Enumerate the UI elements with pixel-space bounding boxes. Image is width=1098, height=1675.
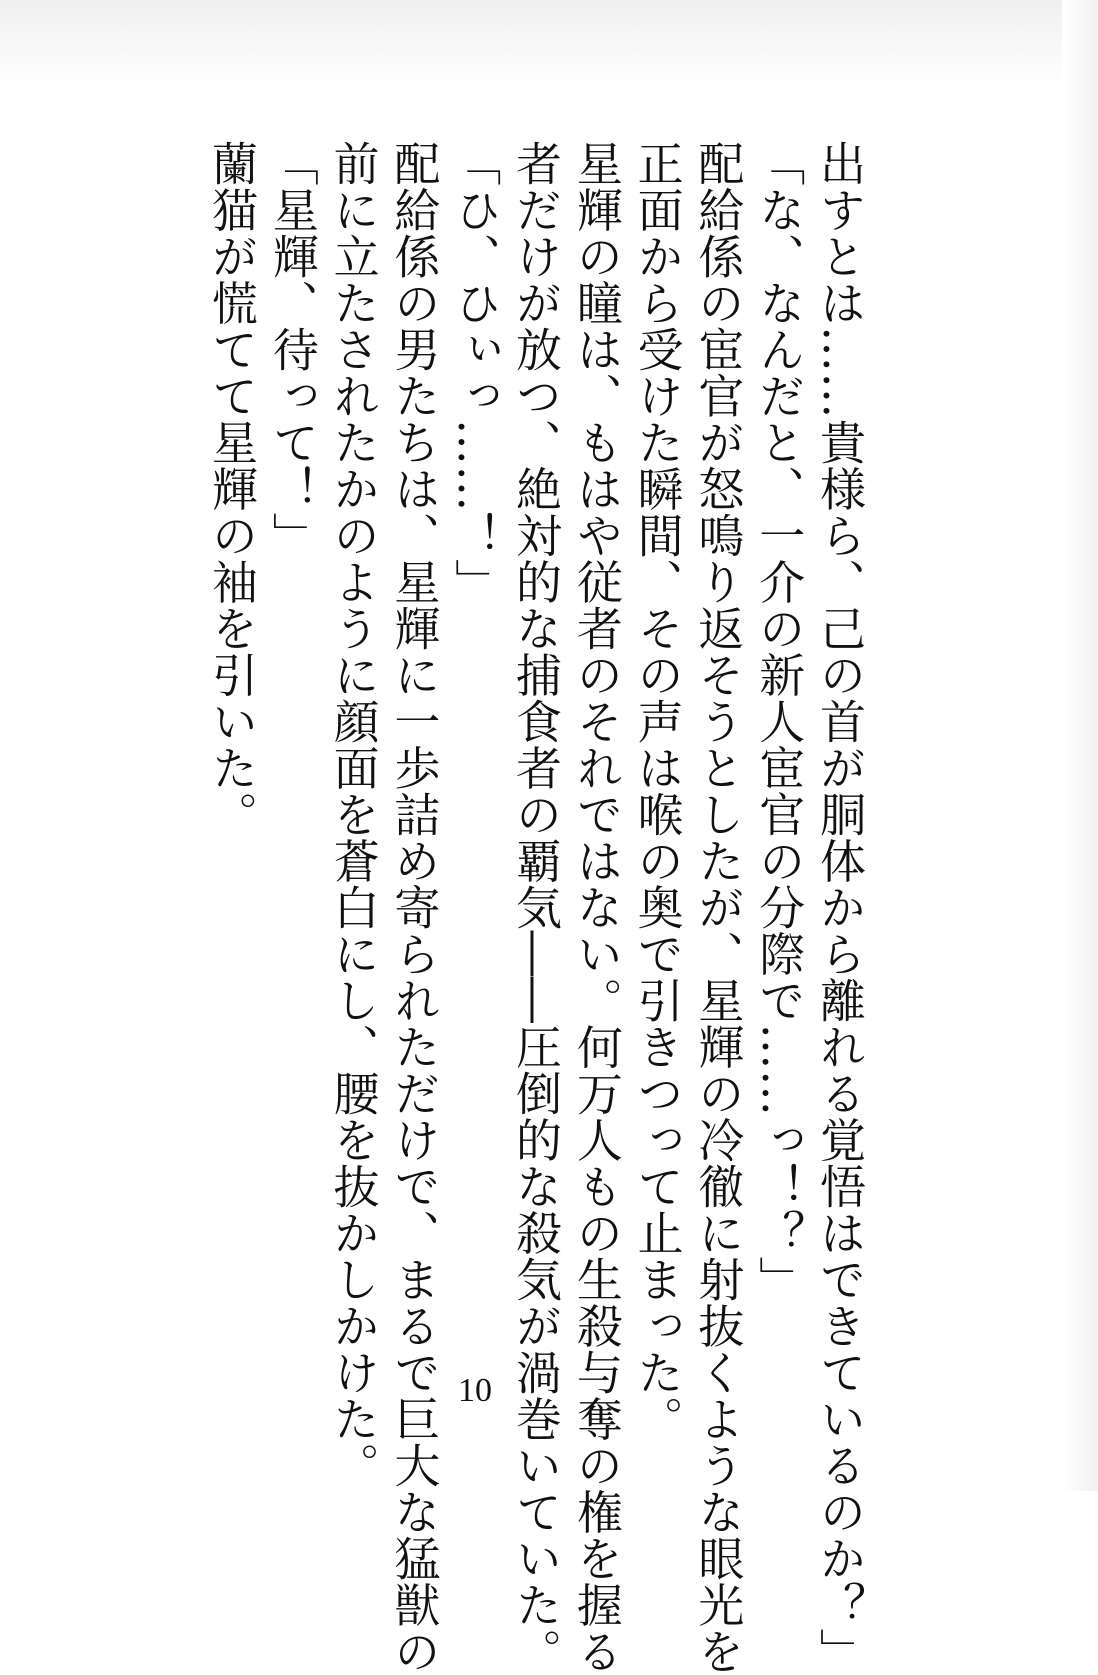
text-line: 「な、なんだと、一介の新人宦官の分際で……っ！？」 (752, 140, 807, 1303)
page-edge-shadow (1062, 0, 1098, 1491)
text-line: 星輝の瞳は、もはや従者のそれではない。何万人もの生殺与奪の権を握る (569, 140, 624, 1675)
text-line: 正面から受けた瞬間、その声は喉の奥で引きつって止まった。 (630, 140, 685, 1442)
text-line: 者だけが放つ、絶対的な捕食者の覇気――圧倒的な殺気が渦巻いていた。 (509, 140, 564, 1675)
page-number-container (0, 1372, 1098, 1410)
page-top-shadow (0, 0, 1098, 90)
text-line: 配給係の男たちは、星輝に一歩詰め寄られただけで、まるで巨大な猛獣の (387, 140, 442, 1675)
text-line: 配給係の宦官が怒鳴り返そうとしたが、星輝の冷徹に射抜くような眼光を (691, 140, 746, 1675)
text-line: 蘭猫が慌てて星輝の袖を引いた。 (205, 140, 260, 838)
text-line: 出すとは……貴様ら、己の首が胴体から離れる覚悟はできているのか？」 (813, 140, 867, 1675)
text-line: 前に立たされたかのように顔面を蒼白にし、腰を抜かしかけた。 (326, 140, 381, 1489)
text-line: 「星輝、待って！」 (265, 140, 320, 559)
text-line: 「ひ、ひぃっ……！」 (448, 140, 503, 605)
page-number: 10 (458, 1372, 492, 1409)
